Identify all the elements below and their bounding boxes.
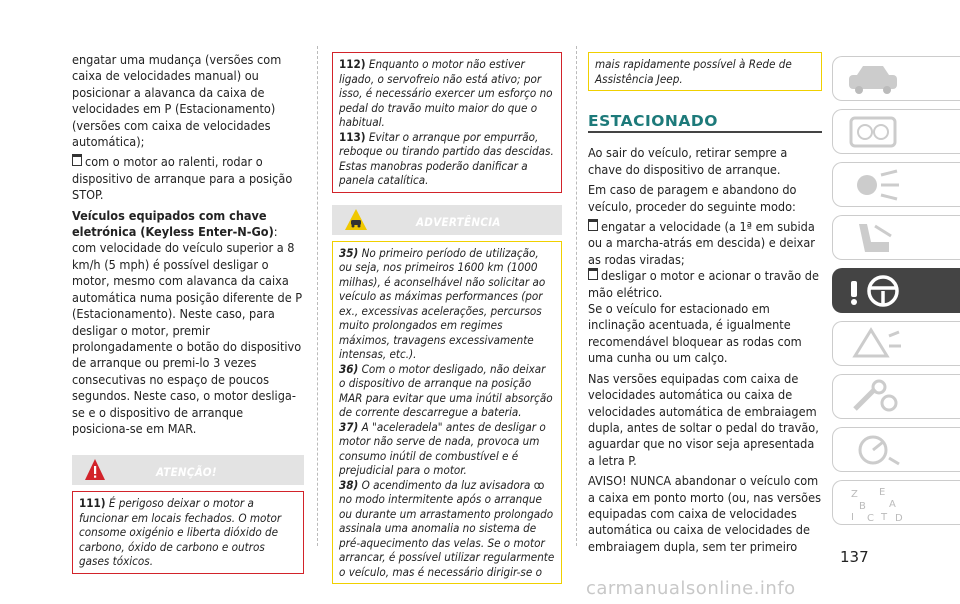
page-number: 137 xyxy=(840,548,869,566)
index-letter: T xyxy=(881,512,888,523)
note-text: O acendimento da luz avisadora xyxy=(361,477,531,492)
attention-banner xyxy=(72,455,304,485)
index-letter: I xyxy=(851,512,854,523)
tab-instrument-panel[interactable] xyxy=(832,109,960,154)
continued-box: mais rapidamente possível à Rede de Assistência Jeep. xyxy=(588,52,822,91)
note-number: 113) xyxy=(339,129,366,144)
bullet-icon xyxy=(588,268,598,280)
note-number: 37) xyxy=(339,419,359,434)
note-text: Evitar o arranque por empurrão, reboque ou tirando partido das descidas. Estas manobras poderão danificar a panela catalítica. xyxy=(339,129,554,187)
paragraph: Se o veículo for estacionado em inclinação acentuada, é igualmente recomendável bloquear as rodas com uma cunha ou um calço. xyxy=(588,301,802,366)
note-number: 112) xyxy=(339,57,366,71)
tab-emergency[interactable] xyxy=(832,321,960,366)
bullet-item xyxy=(588,219,822,268)
steering-wheel-icon xyxy=(845,273,909,309)
dashboard-icon xyxy=(845,114,905,150)
paragraph: engatar uma mudança (versões com caixa de velocidades manual) ou posicionar a alavanca da caixa de velocidades em P (Estacionamento) (versões com caixa de velocidades automática); xyxy=(72,52,282,150)
index-letter: Z xyxy=(851,489,858,500)
bullet-text: desligar o motor e acionar o travão de mão elétrico. xyxy=(588,268,819,300)
note-text: No primeiro período de utilização, ou seja, nos primeiros 1600 km (1000 milhas), é aconselhável não solicitar ao veículo as máximas performances (por ex., excessivas acelerações, percursos muito prolongados em regimes máximos, travagens excessivamente intensas, etc.). xyxy=(339,245,546,361)
wrench-icon xyxy=(845,379,905,415)
bullet-icon xyxy=(588,219,598,231)
index-letter: B xyxy=(859,501,866,512)
paragraph xyxy=(72,208,304,438)
note-number: 36) xyxy=(339,361,359,376)
tab-seat-safety[interactable] xyxy=(832,215,960,260)
tab-getting-to-know[interactable] xyxy=(832,56,960,101)
index-letter: A xyxy=(889,499,896,510)
advertencia-banner xyxy=(332,205,562,235)
advertencia-title: ADVERTÊNCIA xyxy=(416,214,501,229)
note-text: Enquanto o motor não estiver ligado, o servofreio não está ativo; por isso, é necessário exercer um esforço no pedal do travão muito maior do que o habitual. xyxy=(339,57,553,129)
warning-icon xyxy=(84,458,106,482)
attention-title: ATENÇÃO! xyxy=(156,465,217,480)
attention-box xyxy=(72,491,304,574)
warning-car-icon xyxy=(344,208,368,232)
warning-triangle-icon xyxy=(845,326,905,362)
heading-rule xyxy=(588,131,822,133)
section-heading: ESTACIONADO xyxy=(588,112,718,130)
tab-maintenance[interactable] xyxy=(832,374,960,419)
note-text: no modo intermitente após o arranque ou durante um arrastamento prolongado assinala uma anomalia no sistema de pré-aquecimento das velas. Se o motor arrancar, é possível utilizar regularmente o veículo, mas é necessário dirigir-se o xyxy=(339,492,555,579)
note-text: Com o motor desligado, não deixar o dispositivo de arranque na posição MAR para evitar que uma inútil absorção de corrente descarregue a bateria. xyxy=(339,361,553,419)
paragraph: Ao sair do veículo, retirar sempre a chave do dispositivo de arranque. xyxy=(588,145,788,177)
index-letter: D xyxy=(895,513,903,524)
tab-index[interactable] xyxy=(832,480,960,525)
bold-term: Veículos equipados com chave eletrónica (Keyless Enter-N-Go) xyxy=(72,207,274,240)
column-2 xyxy=(332,52,562,584)
paragraph: Nas versões equipadas com caixa de velocidades automática ou caixa de velocidades automática de embraiagem dupla, antes de soltar o pedal do travão, aguardar que no visor seja apresentada a letra P. xyxy=(588,370,819,468)
seat-icon xyxy=(845,220,905,256)
column-divider xyxy=(317,46,319,546)
alphabet-icon xyxy=(845,485,909,525)
light-icon xyxy=(845,167,905,203)
tab-starting-driving[interactable] xyxy=(832,268,960,313)
gauge-icon xyxy=(845,432,905,468)
advertencia-box xyxy=(332,241,562,585)
bullet-text: com o motor ao ralenti, rodar o dispositivo de arranque para a posição STOP. xyxy=(72,154,293,203)
bullet-icon xyxy=(72,154,82,166)
tab-multimedia[interactable] xyxy=(832,427,960,472)
column-3 xyxy=(588,52,822,559)
chapter-tabs xyxy=(832,56,960,533)
paragraph-text: : com velocidade do veículo superior a 8 km/h (5 mph) é possível desligar o motor, mesmo com alavanca da caixa automática numa posição diferente de P (Estacionamento). Neste caso, para desligar o motor, premir prolongadamente o botão do dispositivo de arranque ou premi-lo 3 vezes consecutivas no espaço de poucos segundos. Neste caso, o motor desliga-se e o dispositivo de arranque posiciona-se em MAR. xyxy=(72,224,303,436)
danger-box xyxy=(332,52,562,193)
car-icon xyxy=(845,61,905,97)
paragraph: AVISO! NUNCA abandonar o veículo com a caixa em ponto morto (ou, nas versões equipadas com caixa de velocidades automática ou caixa de velocidades de embraiagem dupla, sem ter primeiro xyxy=(588,473,821,554)
column-divider xyxy=(576,46,578,546)
bullet-item xyxy=(588,268,822,301)
index-letter: C xyxy=(867,513,874,524)
bullet-item xyxy=(72,154,304,203)
glow-plug-icon: ꝏ xyxy=(533,477,545,492)
note-number: 111) xyxy=(79,496,106,511)
paragraph: Em caso de paragem e abandono do veículo, proceder do seguinte modo: xyxy=(588,182,797,214)
note-text: É perigoso deixar o motor a funcionar em locais fechados. O motor consome oxigénio e liberta dióxido de carbono, óxido de carbono e outros gases tóxicos. xyxy=(79,496,282,569)
bullet-text: engatar a velocidade (a 1ª em subida ou a marcha-atrás em descida) e deixar as rodas viradas; xyxy=(588,219,815,267)
note-text: A "aceleradela" antes de desligar o motor não serve de nada, provoca um consumo inútil de combustível e é prejudicial para o motor. xyxy=(339,419,546,477)
note-number: 35) xyxy=(339,245,359,260)
tab-safety[interactable] xyxy=(832,162,960,207)
index-letter: E xyxy=(879,487,886,498)
column-1 xyxy=(72,52,304,574)
note-number: 38) xyxy=(339,477,359,492)
watermark: carmanualsonline.info xyxy=(586,578,796,599)
